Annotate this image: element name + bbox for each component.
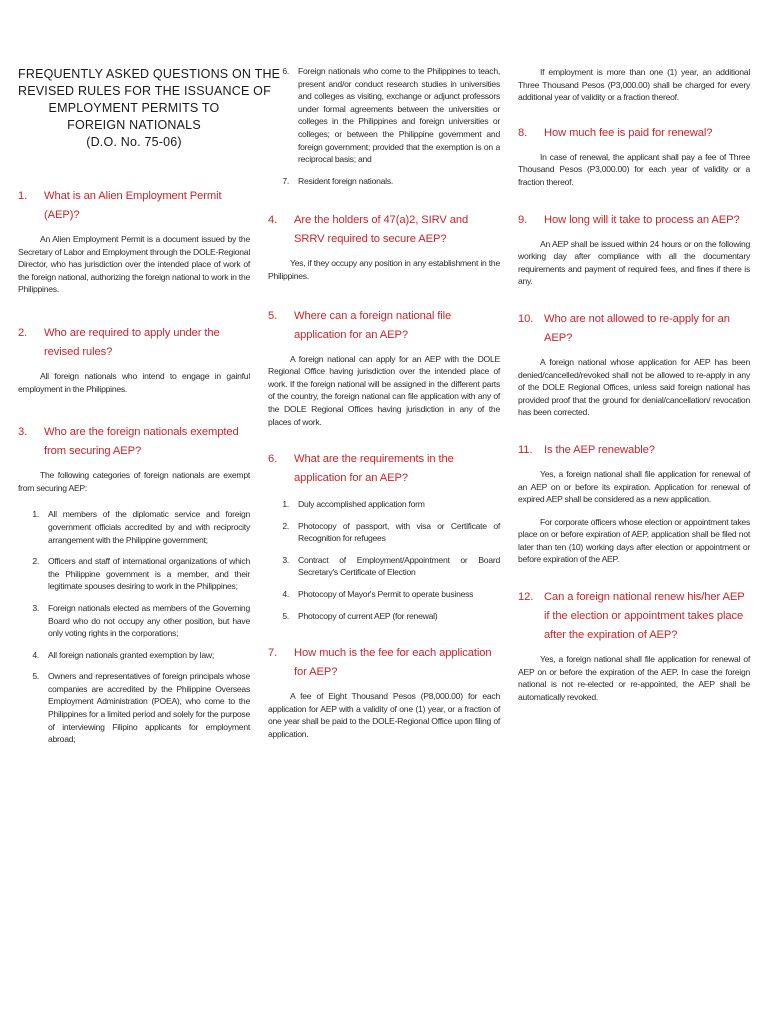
- question-10: [518, 310, 750, 348]
- question-text: Can a foreign national renew his/her AEP if the election or appointment takes place after the expiration of AEP?: [544, 591, 745, 642]
- question-8: [518, 124, 750, 143]
- item-text: Foreign nationals elected as members of the Governing Board who do not occupy any other position, but have only voting rights in the corporations;: [48, 602, 250, 639]
- question-text: Who are not allowed to re-apply for an AEP?: [544, 312, 730, 344]
- question-3: [18, 423, 250, 461]
- item-number: 4.: [282, 589, 289, 600]
- list-item: [268, 520, 500, 545]
- question-number: 6.: [268, 453, 278, 466]
- item-text: Photocopy of Mayor's Permit to operate business: [298, 589, 474, 600]
- question-number: 4.: [268, 214, 278, 227]
- question-7: [268, 644, 500, 682]
- column-3: [518, 0, 750, 703]
- item-number: 6.: [282, 66, 289, 76]
- answer-4: Yes, if they occupy any position in any establishment in the Philippines.: [268, 258, 500, 281]
- answer-11-part-2: For corporate officers whose election or appointment takes place on or before expiration of AEP, application shall be filed not later than ten (10) working days after election or appointment or before expiration of the AEP.: [518, 516, 750, 565]
- list-item: [268, 65, 500, 166]
- answer-12: Yes, a foreign national shall file application for renewal of AEP on or before the expiration of the AEP. In case the foreign national is not re-elected or re-appointed, the AEP shall be automatically revoked.: [518, 654, 750, 702]
- item-number: 5.: [282, 610, 289, 621]
- item-text: Resident foreign nationals.: [298, 175, 394, 186]
- item-text: Photocopy of passport, with visa or Certificate of Recognition for refugees: [298, 520, 500, 544]
- question-11: [518, 441, 750, 460]
- list-item: [268, 588, 500, 601]
- title-line: EMPLOYMENT PERMITS TO: [48, 101, 220, 115]
- question-5: [268, 307, 500, 345]
- question-12: [518, 588, 750, 645]
- item-number: 3.: [32, 602, 39, 613]
- answer-8: In case of renewal, the applicant shall pay a fee of Three Thousand Pesos (P3,000.00) for each year of validity or a fraction thereof.: [518, 151, 750, 187]
- question-text: How long will it take to process an AEP?: [544, 213, 740, 226]
- question-number: 12.: [518, 591, 534, 604]
- item-number: 1.: [32, 509, 39, 520]
- question-number: 9.: [518, 213, 528, 226]
- title-line: REVISED RULES FOR THE ISSUANCE OF: [18, 84, 271, 98]
- question-text: Where can a foreign national file application for an AEP?: [294, 309, 452, 341]
- question-2: [18, 324, 250, 362]
- column-1: [18, 0, 281, 755]
- item-number: 2.: [32, 556, 39, 567]
- item-text: Foreign nationals who come to the Philippines to teach, present and/or conduct research studies in universities and colleges as visiting, exchange or adjunct professors under formal agreements between the universities or colleges in the Philippines and foreign universities or colleges; or between the Philippine government and foreign government; provided that the exemption is on a reciprocal basis; and: [298, 66, 500, 165]
- document-title: [18, 66, 281, 151]
- question-text: Is the AEP renewable?: [544, 443, 655, 456]
- answer-5: A foreign national can apply for an AEP with the DOLE Regional Office having jurisdiction over the intended place of work. If the foreign national will be assigned in the different parts of the country, the foreign national can file application with any of the DOLE Regional Offices having jurisdiction in any of the places of work.: [268, 353, 500, 427]
- question-6: [268, 450, 500, 488]
- question-text: Are the holders of 47(a)2, SIRV and SRRV required to secure AEP?: [294, 214, 469, 246]
- question-9: [518, 211, 750, 230]
- question-number: 2.: [18, 326, 28, 339]
- question-text: Who are required to apply under the revised rules?: [44, 326, 220, 358]
- list-item: [18, 649, 250, 662]
- question-number: 1.: [18, 190, 28, 202]
- item-number: 4.: [32, 649, 39, 660]
- question-text: What are the requirements in the application for an AEP?: [294, 453, 454, 485]
- list-item: [268, 610, 500, 623]
- list-item: [18, 670, 250, 746]
- answer-1: An Alien Employment Permit is a document issued by the Secretary of Labor and Employment through the DOLE-Regional Director, who has jurisdiction over the intended place of work of the foreign national, authorizing the foreign national to work in the Philippines.: [18, 234, 250, 295]
- question-1: [18, 187, 250, 225]
- list-item: [18, 602, 250, 640]
- answer-9: An AEP shall be issued within 24 hours or on the following working day after compliance with all the documentary requirements and payment of required fees, and fines if there is any.: [518, 238, 750, 287]
- title-line: (D.O. No. 75-06): [86, 135, 182, 149]
- question-number: 5.: [268, 309, 278, 322]
- exemption-list-continued: [268, 65, 500, 187]
- answer-7: A fee of Eight Thousand Pesos (P8,000.00) for each application for AEP with a validity of one (1) year, or a fraction of one year shall be paid to the DOLE-Regional Office upon filing of application.: [268, 691, 500, 740]
- item-number: 2.: [282, 520, 289, 531]
- answer-3-intro: The following categories of foreign nationals are exempt from securing AEP:: [18, 470, 250, 493]
- question-text: How much fee is paid for renewal?: [544, 126, 713, 139]
- question-number: 3.: [18, 426, 28, 439]
- question-number: 10.: [518, 312, 534, 325]
- requirements-list: [268, 498, 500, 622]
- question-number: 11.: [518, 443, 533, 456]
- list-item: [268, 175, 500, 188]
- exemption-list: [18, 508, 250, 746]
- answer-11-part-1: Yes, a foreign national shall file application for renewal of an AEP on or before its expiration. Application for renewal of expired AEP shall be considered as a new application.: [518, 468, 750, 505]
- item-number: 1.: [282, 499, 289, 510]
- list-item: [268, 554, 500, 579]
- question-text: What is an Alien Employment Permit (AEP)?: [44, 190, 222, 221]
- item-text: All members of the diplomatic service and foreign government officials accredited by and with reciprocity arrangement with the Philippine government;: [48, 509, 250, 545]
- answer-2: All foreign nationals who intend to engage in gainful employment in the Philippines.: [18, 370, 250, 394]
- question-number: 7.: [268, 647, 278, 660]
- question-number: 8.: [518, 126, 528, 139]
- item-text: Duly accomplished application form: [298, 499, 425, 510]
- list-item: [268, 498, 500, 511]
- item-text: All foreign nationals granted exemption by law;: [48, 649, 214, 660]
- question-text: How much is the fee for each application for AEP?: [294, 647, 492, 679]
- item-number: 7.: [282, 175, 289, 186]
- title-line: FREQUENTLY ASKED QUESTIONS ON THE: [18, 67, 281, 81]
- column-2: [268, 0, 500, 741]
- question-4: [268, 211, 500, 249]
- list-item: [18, 508, 250, 546]
- item-text: Contract of Employment/Appointment or Board Secretary's Certificate of Election: [298, 554, 500, 578]
- answer-10: A foreign national whose application for AEP has been denied/cancelled/revoked shall not be allowed to re-apply in any of the DOLE Regional Offices, unless said foreign national has provided proof that the ground for denial/cancellation/ revocation has been corrected.: [518, 356, 750, 418]
- title-line: FOREIGN NATIONALS: [67, 118, 201, 132]
- item-text: Officers and staff of international organizations of which the Philippine government is a member, and their legitimate spouses desiring to work in the Philippines;: [48, 556, 250, 592]
- item-text: Photocopy of current AEP (for renewal): [298, 610, 438, 621]
- item-number: 3.: [282, 554, 289, 565]
- item-number: 5.: [32, 671, 39, 682]
- question-text: Who are the foreign nationals exempted from securing AEP?: [44, 426, 239, 458]
- item-text: Owners and representatives of foreign principals whose companies are accredited by the Philippine Overseas Employment Administration (POEA), who come to the Philippines for a limited period and solely for the purpose of interviewing Filipino applicants for employment abroad;: [48, 671, 250, 745]
- list-item: [18, 555, 250, 593]
- answer-7-continued: If employment is more than one (1) year, an additional Three Thousand Pesos (P3,000.00) shall be charged for every additional year of validity or a fraction thereof.: [518, 67, 750, 103]
